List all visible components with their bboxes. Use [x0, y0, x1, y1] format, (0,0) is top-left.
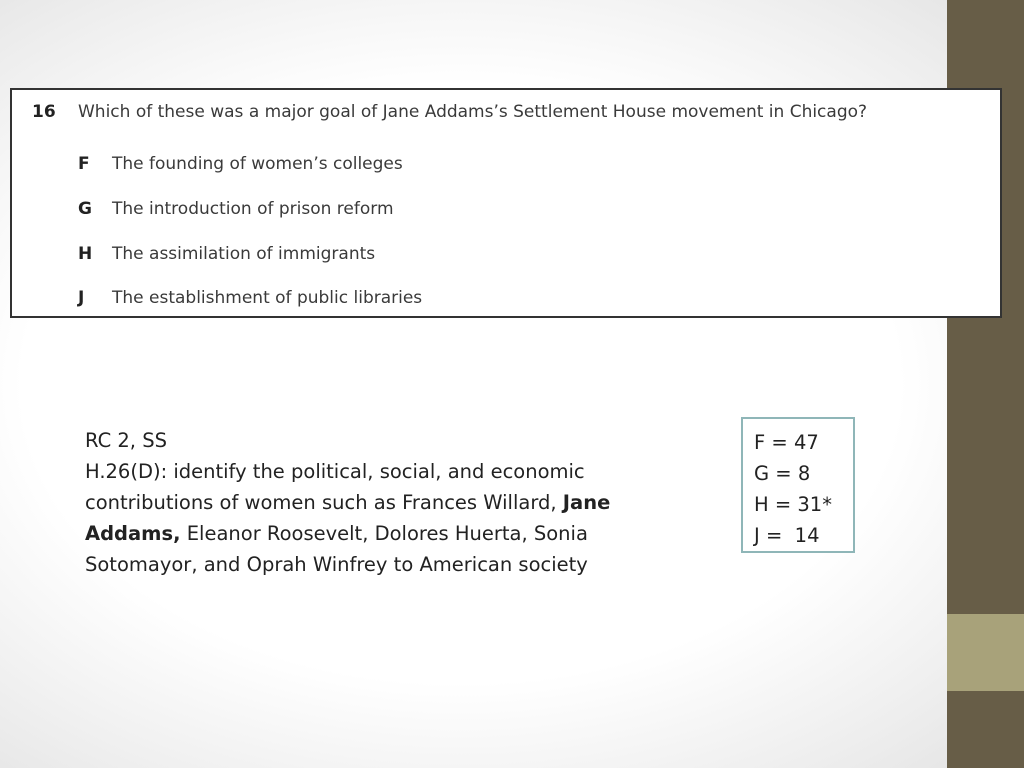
option-f	[78, 154, 403, 174]
result-f: F = 47	[754, 431, 819, 454]
option-letter: H	[78, 244, 93, 264]
standard-code: RC 2, SS	[85, 429, 167, 452]
standard-text: contributions of women such as Frances Willard,	[85, 491, 563, 514]
answer-distribution-box	[741, 417, 855, 553]
option-text: The introduction of prison reform	[112, 199, 394, 219]
sidebar-accent-block	[947, 614, 1024, 691]
standard-line	[85, 487, 665, 518]
option-text: The assimilation of immigrants	[112, 244, 376, 264]
option-text: The establishment of public libraries	[112, 288, 423, 308]
option-j	[78, 288, 422, 308]
option-text: The founding of women’s colleges	[112, 154, 403, 174]
question-text: Which of these was a major goal of Jane Addams’s Settlement House movement in Chicago?	[78, 102, 868, 122]
question-box	[10, 88, 1002, 318]
standard-line: H.26(D): identify the political, social, and economic	[85, 460, 585, 483]
standard-line: Sotomayor, and Oprah Winfrey to American society	[85, 553, 588, 576]
question-number: 16	[32, 102, 56, 122]
result-h: H = 31*	[754, 493, 832, 516]
option-g	[78, 199, 394, 219]
option-letter: G	[78, 199, 92, 219]
standard-bold-text: Jane	[562, 491, 611, 514]
option-h	[78, 244, 375, 264]
standard-line	[85, 518, 665, 549]
standard-text: Eleanor Roosevelt, Dolores Huerta, Sonia	[180, 522, 588, 545]
standard-bold-text: Addams,	[85, 522, 181, 545]
result-g: G = 8	[754, 462, 811, 485]
option-letter: J	[78, 288, 85, 308]
result-j: J = 14	[754, 524, 820, 547]
standard-description	[85, 425, 665, 580]
option-letter: F	[78, 154, 90, 174]
